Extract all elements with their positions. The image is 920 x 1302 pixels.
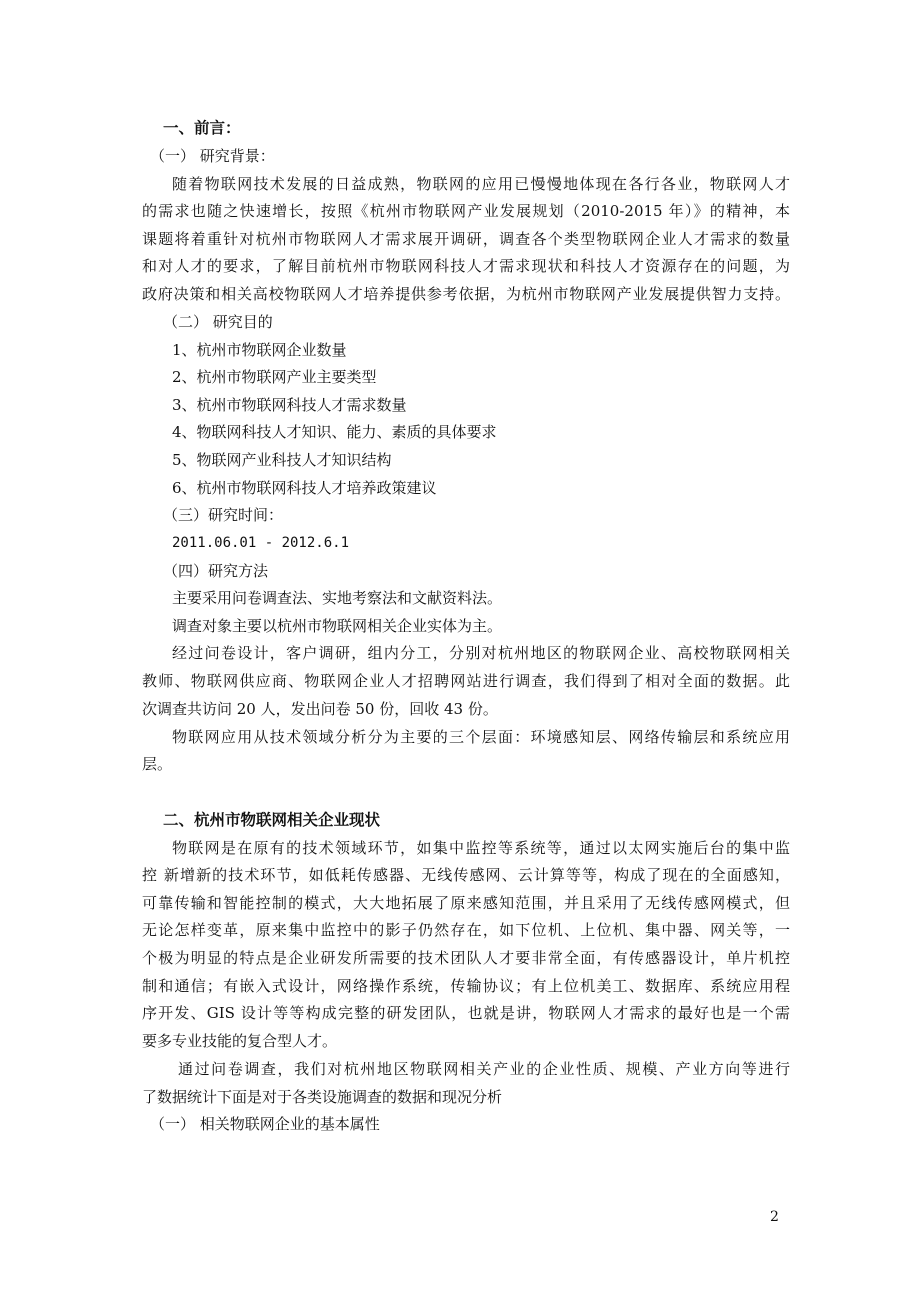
status-line-4: 无论怎样变革，原来集中监控中的影子仍然存在，如下位机、上位机、集中器、网关等，一 [142,921,790,939]
layers-line-1: 物联网应用从技术领域分析分为主要的三个层面：环境感知层、网络传输层和系统应用 [172,728,790,746]
purpose-item-5: 5、物联网产业科技人才知识结构 [172,451,392,469]
purpose-item-4: 4、物联网科技人才知识、能力、素质的具体要求 [172,423,497,441]
section-heading-status: 二、杭州市物联网相关企业现状 [163,811,381,829]
research-purpose-label: （二） 研究目的 [163,313,273,331]
purpose-item-3: 3、杭州市物联网科技人才需求数量 [172,396,407,414]
survey-line-2: 教师、物联网供应商、物联网企业人才招聘网站进行调查，我们得到了相对全面的数据。此 [142,672,790,690]
status-line-5: 个极为明显的特点是企业研发所需要的技术团队人才要非常全面，有传感器设计，单片机控 [142,949,790,967]
page-number: 2 [770,1209,779,1225]
status-line-7: 序开发、GIS 设计等等构成完整的研发团队，也就是讲，物联网人才需求的最好也是一个需 [142,1004,790,1022]
method-line-2: 调查对象主要以杭州市物联网相关企业实体为主。 [172,617,503,635]
purpose-item-6: 6、杭州市物联网科技人才培养政策建议 [172,479,437,497]
status-line-3: 可靠传输和智能控制的模式，大大地拓展了原来感知范围，并且采用了无线传感网模式，但 [142,894,790,912]
survey-intro-line-2: 了数据统计下面是对于各类设施调查的数据和现况分析 [142,1088,503,1106]
purpose-item-2: 2、杭州市物联网产业主要类型 [172,368,377,386]
survey-line-1: 经过问卷设计，客户调研，组内分工，分别对杭州地区的物联网企业、高校物联网相关 [172,644,790,662]
status-line-1: 物联网是在原有的技术领域环节，如集中监控等系统等，通过以太网实施后台的集中监 [172,839,790,857]
status-line-2: 控 新增新的技术环节，如低耗传感器、无线传感网、云计算等等，构成了现在的全面感知， [142,866,790,884]
method-line-1: 主要采用问卷调查法、实地考察法和文献资料法。 [172,589,503,607]
research-background-label: （一） 研究背景： [150,147,275,165]
purpose-item-1: 1、杭州市物联网企业数量 [172,341,347,359]
section-heading-preface: 一、前言： [163,119,241,137]
status-line-6: 制和通信；有嵌入式设计，网络操作系统，传输协议；有上位机美工、数据库、系统应用程 [142,977,790,995]
layers-line-2: 层。 [142,755,173,773]
background-line-1: 随着物联网技术发展的日益成熟，物联网的应用已慢慢地体现在各行各业，物联网人才 [172,175,790,193]
survey-intro-line-1: 通过问卷调查，我们对杭州地区物联网相关产业的企业性质、规模、产业方向等进行 [178,1060,790,1078]
background-line-3: 课题将着重针对杭州市物联网人才需求展开调研，调查各个类型物联网企业人才需求的数量 [142,230,790,248]
research-method-label: （四）研究方法 [163,562,269,580]
background-line-4: 和对人才的要求，了解目前杭州市物联网科技人才需求现状和科技人才资源存在的问题，为 [142,257,790,275]
research-time-label: （三）研究时间： [163,506,284,524]
subsection-basic-attributes: （一） 相关物联网企业的基本属性 [150,1115,380,1133]
status-line-8: 要多专业技能的复合型人才。 [142,1032,338,1050]
research-time-value: 2011.06.01 - 2012.6.1 [172,535,350,551]
background-line-2: 的需求也随之快速增长，按照《杭州市物联网产业发展规划（2010-2015 年）》的精神，本 [142,202,790,220]
background-line-5: 政府决策和相关高校物联网人才培养提供参考依据，为杭州市物联网产业发展提供智力支持。 [142,285,790,303]
survey-line-3: 次调查共访问 20 人，发出问卷 50 份，回收 43 份。 [142,700,498,718]
